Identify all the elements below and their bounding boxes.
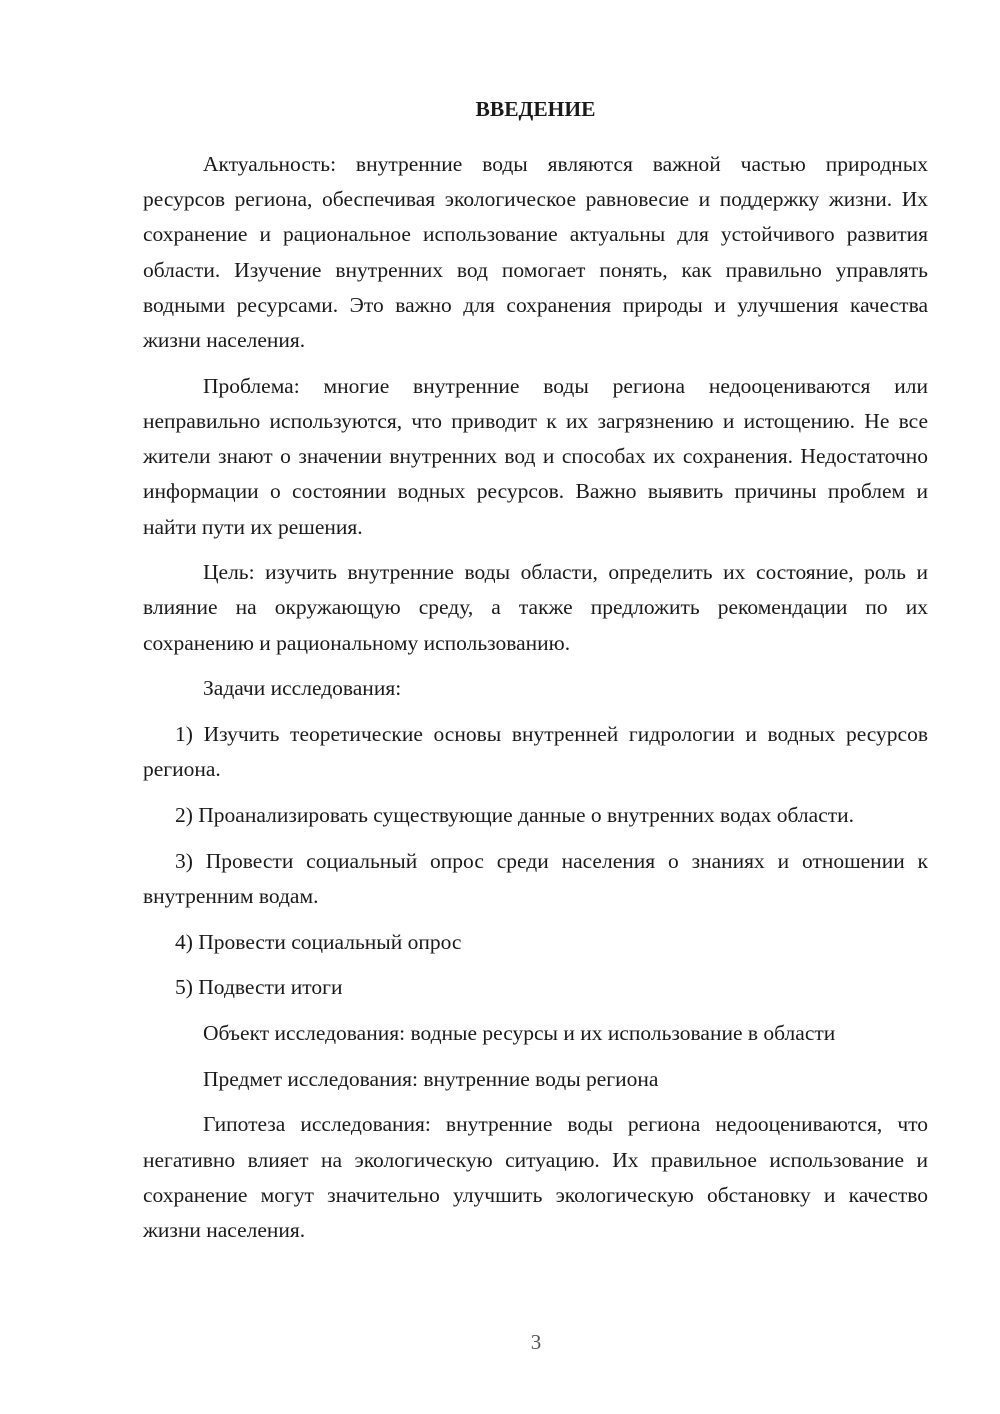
hypothesis-paragraph: Гипотеза исследования: внутренние воды региона недооцениваются, что негативно влияет на экологическую ситуацию. Их правильное использование и сохранение могут значительно улучшить экологическую обстановку и качество жизни населения.: [143, 1112, 928, 1242]
task-item-3: 3) Провести социальный опрос среди населения о знаниях и отношении к внутренним водам.: [143, 848, 928, 908]
task-item-2: 2) Проанализировать существующие данные о внутренних водах области.: [175, 802, 855, 827]
tasks-heading: Задачи исследования:: [203, 676, 402, 701]
page-number: 3: [530, 1330, 542, 1354]
problem-paragraph: Проблема: многие внутренние воды региона недооцениваются или неправильно используются, что приводит к их загрязнению и истощению. Не все жители знают о значении внутренних вод и способах их сохранения. Недостаточно информации о состоянии водных ресурсов. Важно выявить причины проблем и найти пути их решения.: [143, 373, 928, 539]
page-content: [143, 92, 928, 1259]
task-item-1: 1) Изучить теоретические основы внутренней гидрологии и водных ресурсов региона.: [143, 722, 928, 782]
section-title: ВВЕДЕНИЕ: [475, 97, 596, 121]
subject-paragraph: Предмет исследования: внутренние воды региона: [203, 1066, 659, 1091]
task-item-5: 5) Подвести итоги: [175, 975, 343, 1000]
relevance-paragraph: Актуальность: внутренние воды являются важной частью природных ресурсов региона, обеспечивая экологическое равновесие и поддержку жизни. Их сохранение и рациональное использование актуальны для устойчивого развития области. Изучение внутренних вод помогает понять, как правильно управлять водными ресурсами. Это важно для сохранения природы и улучшения качества жизни населения.: [143, 152, 928, 353]
object-paragraph: Объект исследования: водные ресурсы и их использование в области: [203, 1020, 836, 1045]
task-item-4: 4) Провести социальный опрос: [175, 929, 462, 954]
goal-paragraph: Цель: изучить внутренние воды области, определить их состояние, роль и влияние на окружающую среду, а также предложить рекомендации по их сохранению и рациональному использованию.: [143, 560, 928, 655]
